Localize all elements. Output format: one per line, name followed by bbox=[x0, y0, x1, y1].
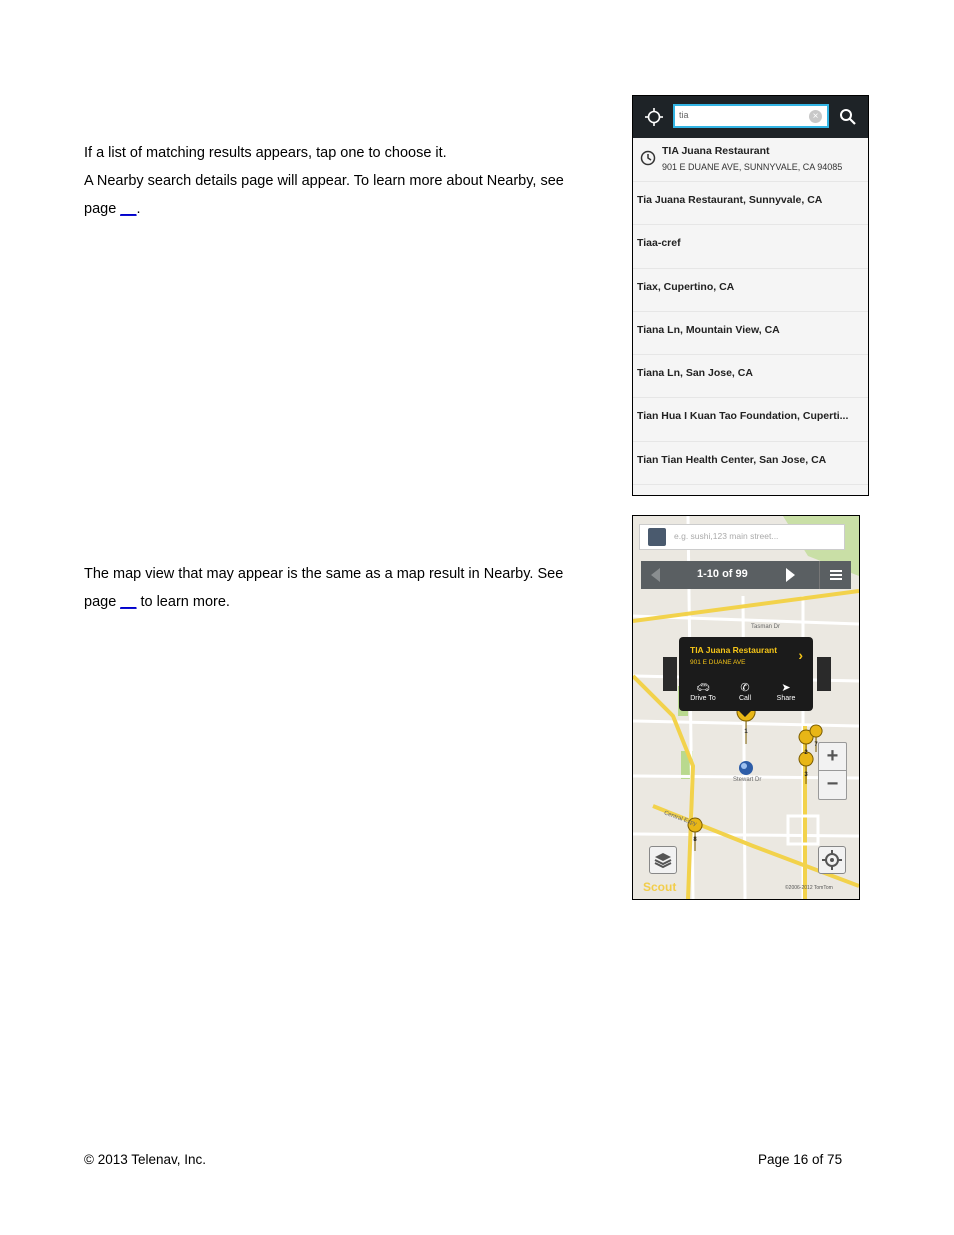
clear-icon[interactable]: × bbox=[809, 110, 822, 123]
result-name: TIA Juana Restaurant bbox=[662, 145, 770, 157]
svg-text:7: 7 bbox=[814, 742, 818, 748]
list-item[interactable]: Tiana Ln, San Jose, CA bbox=[633, 355, 868, 398]
map-copyright: ©2006-2012 TomTom bbox=[785, 885, 833, 891]
car-icon: 🚗︎ bbox=[696, 682, 710, 694]
page-link[interactable]: __ bbox=[120, 201, 137, 217]
zoom-control bbox=[818, 742, 847, 800]
text-line: If a list of matching results appears, tap one to choose it. bbox=[84, 145, 447, 161]
crosshair-icon bbox=[819, 847, 845, 873]
list-item[interactable]: Tiaa-cref bbox=[633, 225, 868, 268]
text-line: page __ to learn more. bbox=[84, 594, 230, 610]
text-line: The map view that may appear is the same as a map result in Nearby. See bbox=[84, 566, 564, 582]
layers-icon bbox=[650, 847, 676, 873]
popup-address: 901 E DUANE AVE bbox=[690, 659, 746, 666]
phone-icon: ✆ bbox=[740, 682, 750, 694]
search-toolbar bbox=[633, 96, 868, 138]
recent-result-item[interactable] bbox=[633, 138, 868, 182]
list-item[interactable]: Tiax, Cupertino, CA bbox=[633, 269, 868, 312]
svg-text:2: 2 bbox=[804, 750, 808, 756]
search-suggestions-screenshot bbox=[632, 95, 869, 496]
chevron-right-icon[interactable]: › bbox=[798, 647, 803, 663]
popup-prev-arrow[interactable] bbox=[663, 657, 677, 691]
layers-button[interactable] bbox=[649, 846, 677, 874]
results-pager bbox=[641, 561, 851, 589]
pager-label: 1-10 of 99 bbox=[697, 568, 748, 580]
popup-next-arrow[interactable] bbox=[817, 657, 831, 691]
share-button[interactable]: ➤ Share bbox=[766, 681, 806, 702]
street-label: Stewart Dr bbox=[733, 777, 762, 783]
popup-title: TIA Juana Restaurant bbox=[690, 645, 778, 655]
svg-text:1: 1 bbox=[744, 729, 748, 735]
place-popup[interactable] bbox=[679, 637, 813, 711]
share-icon: ➤ bbox=[781, 682, 791, 694]
paragraph-map bbox=[84, 560, 563, 616]
page-link[interactable]: __ bbox=[120, 594, 137, 610]
svg-text:3: 3 bbox=[804, 772, 808, 778]
drive-to-button[interactable]: 🚗︎ Drive To bbox=[683, 681, 723, 702]
list-item[interactable]: Tian Hua I Kuan Tao Foundation, Cuperti... bbox=[633, 398, 868, 441]
clock-icon bbox=[640, 150, 656, 166]
street-label: Central Expy bbox=[663, 810, 698, 828]
list-menu-icon[interactable] bbox=[819, 561, 852, 589]
text-line: page __. bbox=[84, 201, 141, 217]
street-label: Tasman Dr bbox=[751, 624, 781, 630]
call-button[interactable]: ✆ Call bbox=[725, 681, 765, 702]
list-item[interactable]: Tian Tian Health Center, San Jose, CA bbox=[633, 442, 868, 485]
search-icon[interactable] bbox=[838, 107, 858, 127]
previous-icon[interactable] bbox=[651, 568, 660, 582]
zoom-in-button[interactable]: + bbox=[819, 743, 846, 771]
page-number: Page 16 of 75 bbox=[758, 1152, 843, 1167]
scout-logo: Scout bbox=[643, 880, 677, 894]
result-address: 901 E DUANE AVE, SUNNYVALE, CA 94085 bbox=[662, 162, 843, 172]
list-item[interactable]: Tia Juana Restaurant, Sunnyvale, CA bbox=[633, 182, 868, 225]
list-item[interactable]: Tiana Ln, Mountain View, CA bbox=[633, 312, 868, 355]
target-icon[interactable] bbox=[644, 107, 664, 127]
text-line: A Nearby search details page will appear. To learn more about Nearby, see bbox=[84, 173, 564, 189]
paragraph-results bbox=[84, 139, 564, 223]
map-screenshot bbox=[632, 515, 860, 900]
zoom-out-button[interactable]: − bbox=[826, 773, 839, 795]
search-input[interactable]: tia × bbox=[673, 104, 829, 128]
next-icon[interactable] bbox=[786, 568, 795, 582]
svg-text:8: 8 bbox=[693, 837, 697, 843]
microphone-icon[interactable] bbox=[648, 528, 666, 546]
footer-copyright: © 2013 Telenav, Inc. bbox=[84, 1152, 207, 1167]
map-search-input[interactable]: e.g. sushi,123 main street... bbox=[639, 524, 845, 550]
my-location-button[interactable] bbox=[818, 846, 846, 874]
